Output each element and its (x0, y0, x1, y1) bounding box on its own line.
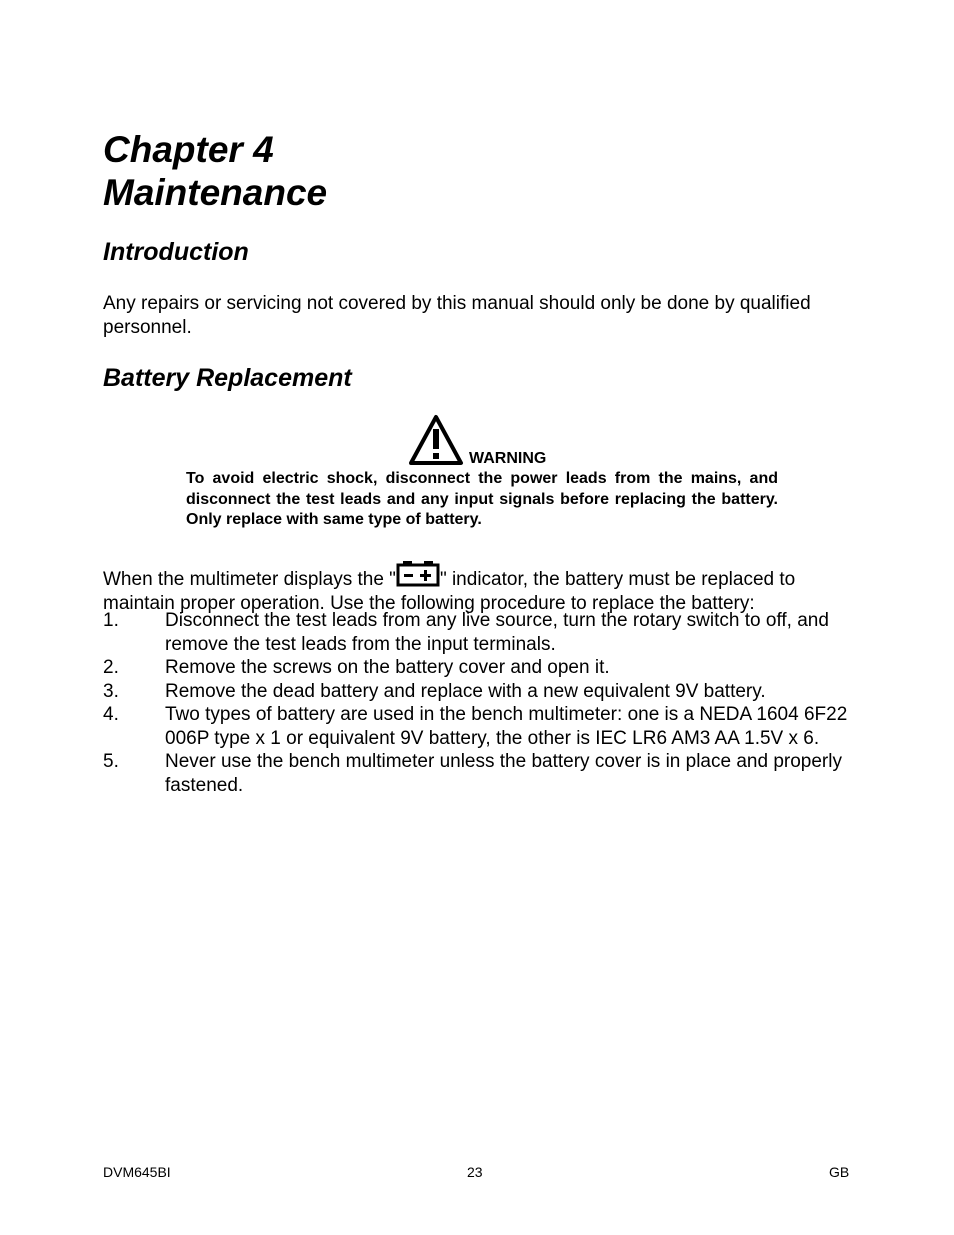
list-item (103, 609, 848, 656)
step-text: Remove the dead battery and replace with a new equivalent 9V battery. (165, 680, 766, 702)
introduction-heading: Introduction (103, 238, 249, 266)
step-number: 3. (103, 680, 119, 702)
warning-triangle-icon (408, 414, 464, 466)
step-text: Two types of battery are used in the bench multimeter: one is a NEDA 1604 6F22 006P type x 1 or equivalent 9V battery, the other is IEC LR6 AM3 AA 1.5V x 6. (165, 704, 848, 749)
warning-label: WARNING (469, 450, 547, 467)
list-item (103, 750, 848, 797)
list-item (103, 680, 848, 704)
list-item (103, 656, 848, 680)
battery-intro-before: When the multimeter displays the " (103, 569, 396, 590)
footer-page-number: 23 (467, 1164, 483, 1180)
chapter-number: Chapter 4 (103, 129, 274, 170)
chapter-title (103, 128, 327, 214)
battery-replacement-heading: Battery Replacement (103, 364, 352, 392)
step-number: 5. (103, 751, 119, 772)
chapter-name: Maintenance (103, 172, 328, 213)
battery-intro (103, 561, 848, 615)
step-number: 4. (103, 704, 119, 725)
warning-text: To avoid electric shock, disconnect the power leads from the mains, and disconnect the test leads and any input signals before replacing the battery. Only replace with same type of battery. (186, 470, 778, 528)
step-text: Never use the bench multimeter unless the battery cover is in place and properly fastened. (165, 751, 842, 796)
step-number: 2. (103, 657, 119, 678)
battery-indicator-icon (396, 561, 440, 587)
introduction-text: Any repairs or servicing not covered by this manual should only be done by qualified personnel. (103, 293, 811, 338)
footer-model: DVM645BI (103, 1164, 171, 1180)
replacement-steps (103, 609, 848, 797)
step-text: Disconnect the test leads from any live source, turn the rotary switch to off, and remove the test leads from the input terminals. (165, 610, 829, 655)
battery-intro-after: " indicator, the battery must be replaced to maintain proper operation. Use the following procedure to replace the battery: (103, 569, 796, 614)
step-number: 1. (103, 610, 119, 631)
step-text: Remove the screws on the battery cover and open it. (165, 657, 610, 678)
footer-language: GB (829, 1164, 850, 1180)
list-item (103, 703, 848, 750)
